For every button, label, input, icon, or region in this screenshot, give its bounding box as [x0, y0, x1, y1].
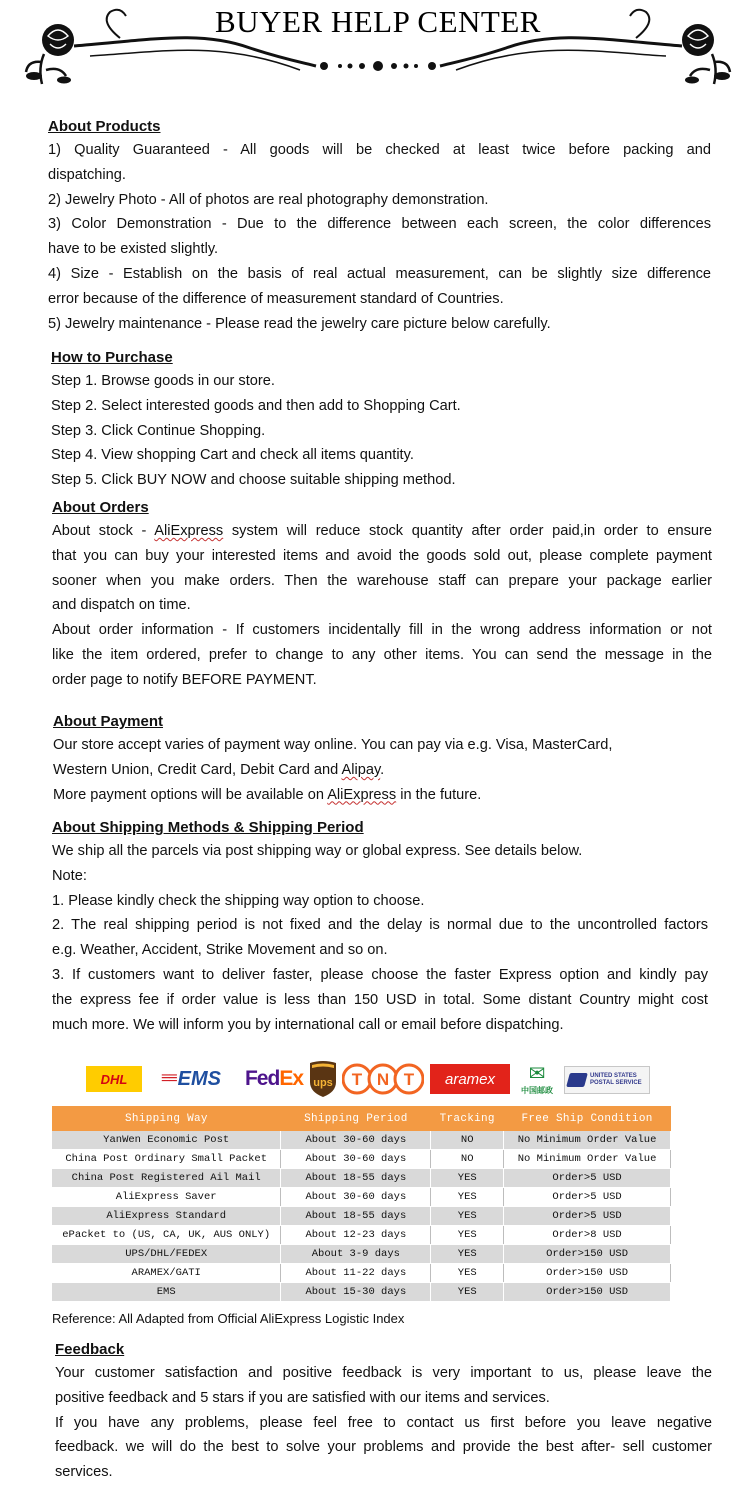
feedback-heading: Feedback: [55, 1341, 125, 1358]
about-orders-heading: About Orders: [52, 499, 149, 516]
payment-line: Western Union, Credit Card, Debit Card and Alipay.: [53, 761, 385, 778]
svg-text:ups: ups: [313, 1077, 333, 1089]
column-header: Shipping Period: [281, 1106, 431, 1131]
purchase-step: Step 2. Select interested goods and then add to Shopping Cart.: [51, 397, 461, 414]
product-line: 4) Size - Establish on the basis of real actual measurement, can be slightly size difference: [48, 265, 711, 282]
table-row: China Post Registered Ail Mail About 18-55 days YES Order>5 USD: [52, 1169, 671, 1188]
about-orders-section: [52, 498, 712, 693]
shipping-line: much more. We will inform you by international call or email before dispatching.: [52, 1016, 564, 1033]
table-row: YanWen Economic Post About 30-60 days NO No Minimum Order Value: [52, 1131, 671, 1150]
about-payment-heading: About Payment: [53, 713, 164, 730]
purchase-step: Step 1. Browse goods in our store.: [51, 373, 275, 389]
aramex-logo: aramex: [430, 1064, 510, 1094]
shipping-line: 1. Please kindly check the shipping way option to choose.: [52, 892, 425, 909]
shipping-methods-section: [52, 818, 708, 1037]
feedback-line: Your customer satisfaction and positive feedback is very important to us, please leave the: [55, 1365, 712, 1381]
aliexpress-term: AliExpress: [154, 523, 224, 539]
svg-text:T: T: [351, 1070, 363, 1089]
svg-text:T: T: [403, 1070, 415, 1089]
order-line: About order information - If customers incidentally fill in the wrong address information or not: [52, 622, 712, 639]
aliexpress-term: AliExpress: [327, 786, 397, 803]
china-post-logo: ✉ 中国邮政: [521, 1062, 553, 1095]
shipping-table: [52, 1106, 671, 1302]
order-line: that you can buy your interested items and avoid the goods sold out, please complete payment: [52, 547, 712, 564]
purchase-step: Step 4. View shopping Cart and check all items quantity.: [51, 447, 414, 464]
product-line: have to be existed slightly.: [48, 241, 219, 258]
about-products-heading: About Products: [48, 118, 161, 135]
table-row: China Post Ordinary Small Packet About 30-60 days NO No Minimum Order Value: [52, 1150, 671, 1169]
feedback-line: positive feedback and 5 stars if you are satisfied with our items and services.: [55, 1389, 550, 1406]
payment-line: Our store accept varies of payment way online. You can pay via e.g. Visa, MasterCard,: [53, 737, 613, 753]
table-row: ARAMEX/GATI About 11-22 days YES Order>150 USD: [52, 1264, 671, 1283]
how-to-purchase-section: [51, 348, 711, 493]
column-header: Tracking: [431, 1106, 504, 1131]
feedback-line: If you have any problems, please feel free to contact us first before you leave negative: [55, 1414, 712, 1431]
table-row: AliExpress Saver About 30-60 days YES Order>5 USD: [52, 1188, 671, 1207]
svg-text:N: N: [376, 1070, 390, 1089]
table-row: ePacket to (US, CA, UK, AUS ONLY) About 12-23 days YES Order>8 USD: [52, 1226, 671, 1245]
about-products-section: [48, 117, 711, 336]
order-line: and dispatch on time.: [52, 597, 191, 614]
eagle-icon: [566, 1073, 588, 1087]
feedback-section: [55, 1340, 712, 1485]
order-line: like the item ordered, prefer to change to any other items. You can send the message in the: [52, 646, 712, 663]
product-line: dispatching.: [48, 166, 126, 183]
feedback-line: services.: [55, 1464, 113, 1481]
about-payment-section: [53, 712, 713, 807]
usps-logo: UNITED STATES POSTAL SERVICE: [564, 1066, 650, 1094]
dhl-logo: DHL: [86, 1066, 142, 1092]
ups-logo: [308, 1060, 338, 1098]
shipping-line: We ship all the parcels via post shipping way or global express. See details below.: [52, 843, 583, 859]
order-line: order page to notify BEFORE PAYMENT.: [52, 671, 317, 688]
column-header: Shipping Way: [52, 1106, 281, 1131]
table-row: AliExpress Standard About 18-55 days YES Order>5 USD: [52, 1207, 671, 1226]
table-row: UPS/DHL/FEDEX About 3-9 days YES Order>150 USD: [52, 1245, 671, 1264]
carrier-logos: [86, 1058, 656, 1100]
page-title: BUYER HELP CENTER: [215, 4, 541, 39]
alipay-term: Alipay: [341, 761, 381, 778]
feedback-line: feedback. we will do the best to solve your problems and provide the best after- sell customer: [55, 1439, 712, 1456]
product-line: 1) Quality Guaranteed - All goods will be checked at least twice before packing and: [48, 142, 711, 158]
shipping-line: Note:: [52, 867, 87, 884]
table-reference-note: Reference: All Adapted from Official AliExpress Logistic Index: [52, 1311, 405, 1326]
payment-line: More payment options will be available on AliExpress in the future.: [53, 786, 482, 803]
fedex-logo: Fed Ex: [244, 1067, 304, 1090]
product-line: 5) Jewelry maintenance - Please read the jewelry care picture below carefully.: [48, 315, 551, 332]
shipping-line: the express fee if order value is less than 150 USD in total. Some distant Country might cost: [52, 991, 708, 1008]
purchase-step: Step 3. Click Continue Shopping.: [51, 422, 266, 439]
order-line: sooner when you make orders. Then the warehouse staff can prepare your package earlier: [52, 572, 712, 589]
table-row: EMS About 15-30 days YES Order>150 USD: [52, 1283, 671, 1302]
shipping-line: e.g. Weather, Accident, Strike Movement and so on.: [52, 942, 388, 959]
product-line: 2) Jewelry Photo - All of photos are real photography demonstration.: [48, 191, 489, 208]
column-header: Free Ship Condition: [504, 1106, 671, 1131]
table-header-row: [52, 1106, 671, 1131]
order-line: About stock - AliExpress system will reduce stock quantity after order paid,in order to ensure: [52, 523, 712, 539]
product-line: 3) Color Demonstration - Due to the difference between each screen, the color differences: [48, 216, 711, 233]
purchase-step: Step 5. Click BUY NOW and choose suitable shipping method.: [51, 472, 456, 489]
shipping-line: 2. The real shipping period is not fixed and the delay is normal due to the uncontrolled factors: [52, 917, 708, 934]
help-center-banner: [0, 0, 756, 112]
shipping-methods-heading: About Shipping Methods & Shipping Period: [52, 819, 364, 836]
product-line: error because of the difference of measurement standard of Countries.: [48, 290, 504, 307]
how-to-purchase-heading: How to Purchase: [51, 349, 173, 366]
ems-logo: ≡≡ EMS: [160, 1067, 221, 1090]
tnt-logo: [342, 1058, 424, 1100]
shipping-line: 3. If customers want to deliver faster, please choose the faster Express option and kindly pay: [52, 966, 708, 983]
